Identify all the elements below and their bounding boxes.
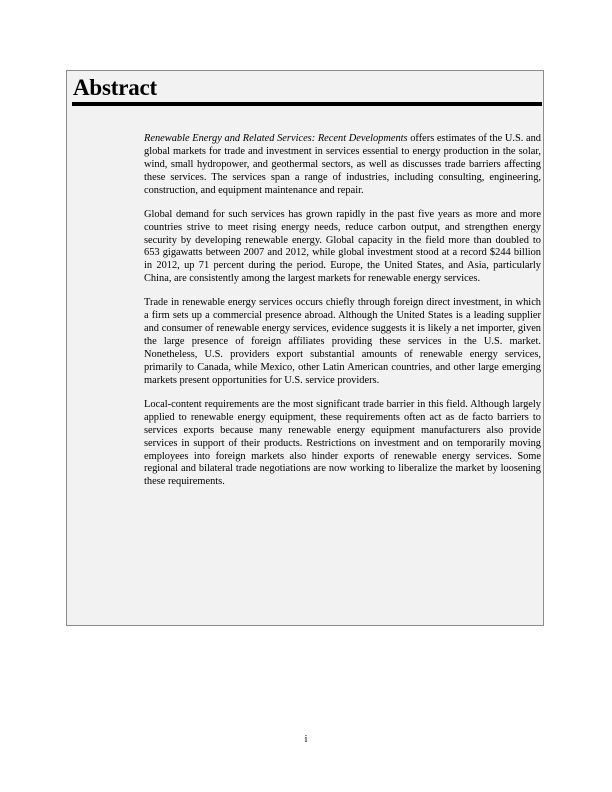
page-number: i: [304, 734, 308, 745]
report-title-italic: Renewable Energy and Related Services: Recent Developments: [144, 133, 408, 144]
abstract-paragraph-1: [144, 133, 541, 198]
abstract-paragraph-3: Trade in renewable energy services occurs chiefly through foreign direct investment, in which a firm sets up a commercial presence abroad. Although the United States is a leading supplier and consumer of renewable energy services, evidence suggests it is likely a net importer, given the large presence of foreign affiliates providing these services in the U.S. market. Nonetheless, U.S. providers export substantial amounts of renewable energy services, primarily to Canada, while Mexico, other Latin American countries, and other large emerging markets present opportunities for U.S. service providers.: [144, 297, 541, 386]
paragraph-text: offers estimates of the U.S. and global markets for trade and investment in services essential to energy production in the solar, wind, small hydropower, and geothermal sectors, as well as discusses trade barriers affecting these services. The services span a range of industries, including consulting, engineering, construction, and equipment maintenance and repair.: [144, 133, 541, 196]
abstract-paragraph-4: Local-content requirements are the most significant trade barrier in this field. Although largely applied to renewable energy equipment, these requirements often act as de facto barriers to services exports because many renewable energy equipment manufacturers also provide services in support of their products. Restrictions on investment and on temporarily moving employees into foreign markets also hinder exports of renewable energy services. Some regional and bilateral trade negotiations are now working to liberalize the market by loosening these requirements.: [144, 398, 541, 488]
abstract-heading: Abstract: [73, 75, 157, 100]
abstract-box: [66, 70, 544, 626]
heading-rule: [72, 102, 542, 106]
abstract-body: [144, 133, 541, 500]
abstract-paragraph-2: Global demand for such services has grown rapidly in the past five years as more and more countries strive to meet rising energy needs, reduce carbon output, and strengthen energy security by developing renewable energy. Global capacity in the field more than doubled to 653 gigawatts between 2007 and 2012, while global investment stood at a record $244 billion in 2012, up 71 percent during the period. Europe, the United States, and Asia, particularly China, are consistently among the largest markets for renewable energy services.: [144, 208, 541, 285]
